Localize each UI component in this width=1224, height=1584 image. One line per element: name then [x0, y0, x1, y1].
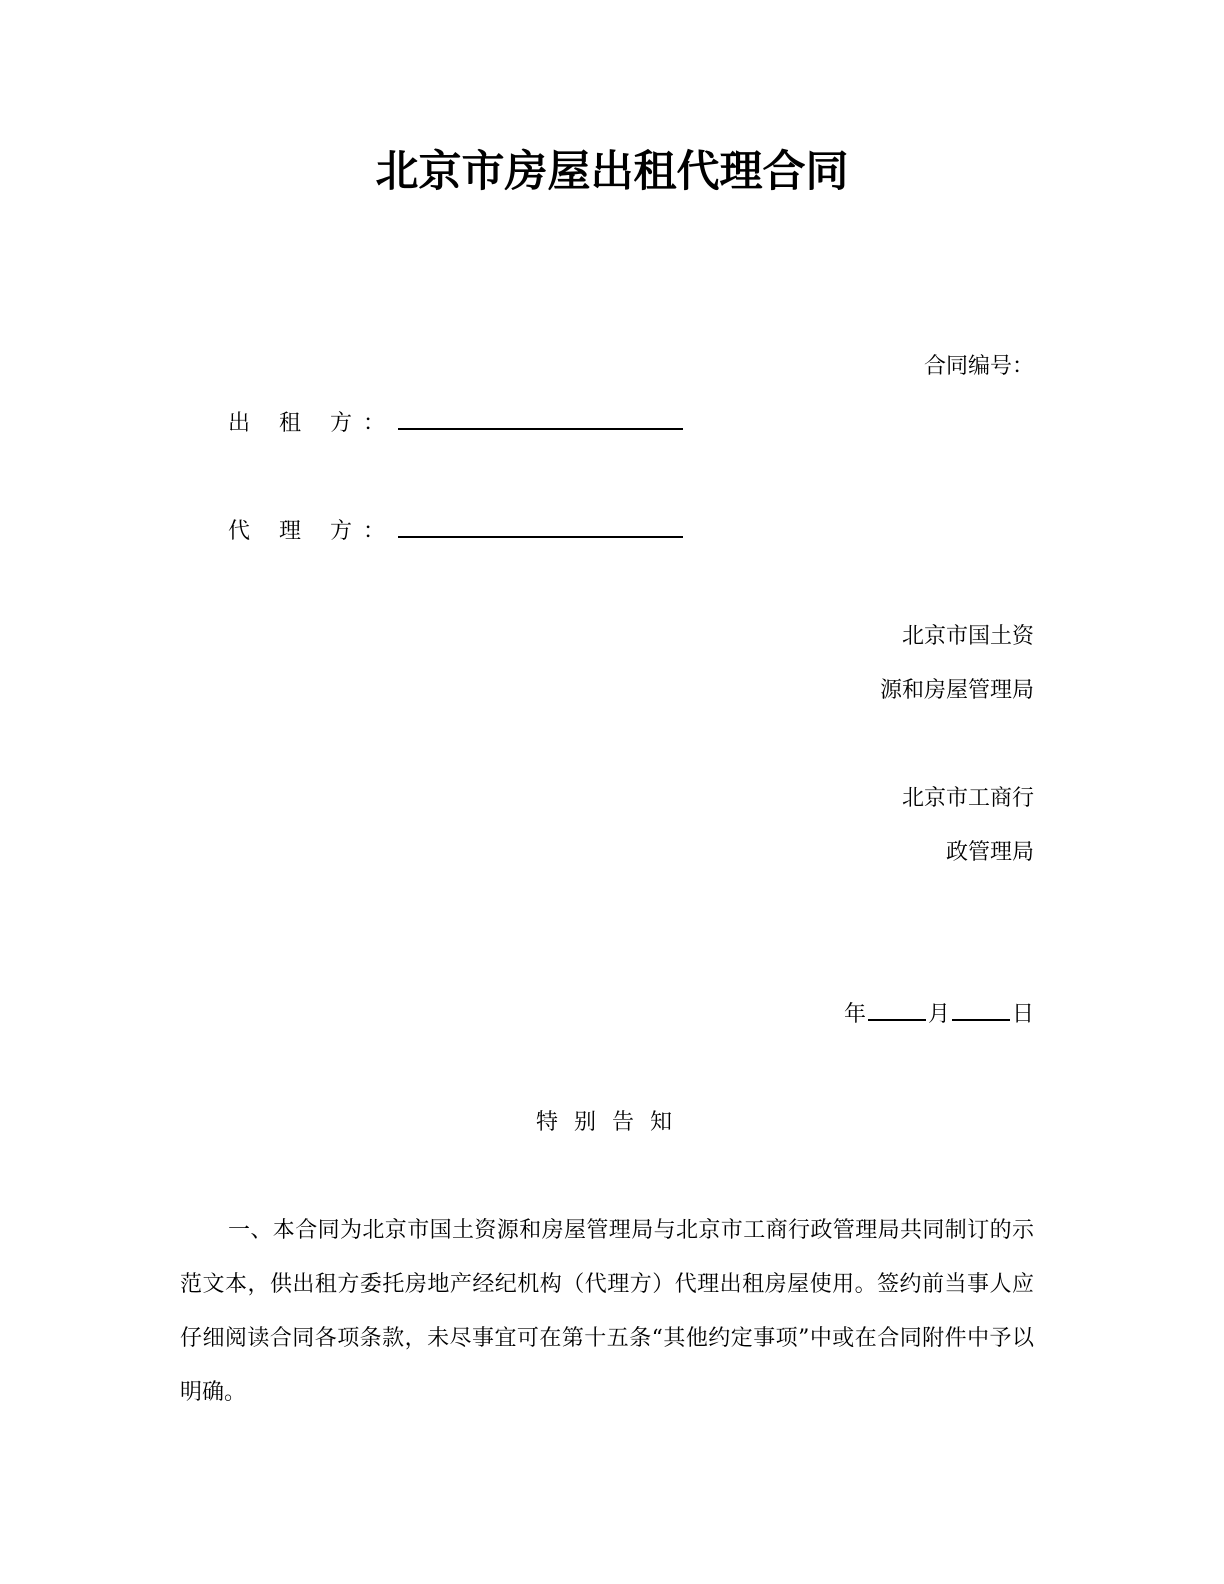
agent-row [228, 514, 683, 547]
day-label: 日 [1011, 1002, 1034, 1027]
month-blank-field[interactable] [868, 999, 926, 1021]
agent-label: 代 理 方： [228, 519, 396, 544]
notice-paragraph-1: 一、本合同为北京市国土资源和房屋管理局与北京市工商行政管理局共同制订的示范文本，供出租方委托房地产经纪机构（代理方）代理出租房屋使用。签约前当事人应仔细阅读合同各项条款，未尽事宜可在第十五条“其他约定事项”中或在合同附件中予以明确。 [180, 1218, 1034, 1405]
notice-heading: 特别告知 [535, 1110, 688, 1135]
month-label: 月 [927, 1002, 950, 1027]
agent-blank-field[interactable] [398, 514, 683, 538]
issuer-1-line-2: 源和房屋管理局 [879, 678, 1034, 703]
day-blank-field[interactable] [952, 999, 1010, 1021]
date-row [844, 999, 1034, 1030]
notice-body [180, 1204, 1034, 1420]
issuer-1-line-1: 北京市国土资 [901, 624, 1034, 649]
lessor-blank-field[interactable] [398, 406, 683, 430]
lessor-row [228, 406, 683, 439]
lessor-label: 出 租 方： [228, 411, 396, 436]
year-label: 年 [843, 1002, 866, 1027]
contract-number-label: 合同编号： [923, 354, 1034, 379]
issuer-2-line-2: 政管理局 [945, 840, 1034, 865]
issuer-2-line-1: 北京市工商行 [901, 786, 1034, 811]
document-title: 北京市房屋出租代理合同 [375, 147, 849, 197]
